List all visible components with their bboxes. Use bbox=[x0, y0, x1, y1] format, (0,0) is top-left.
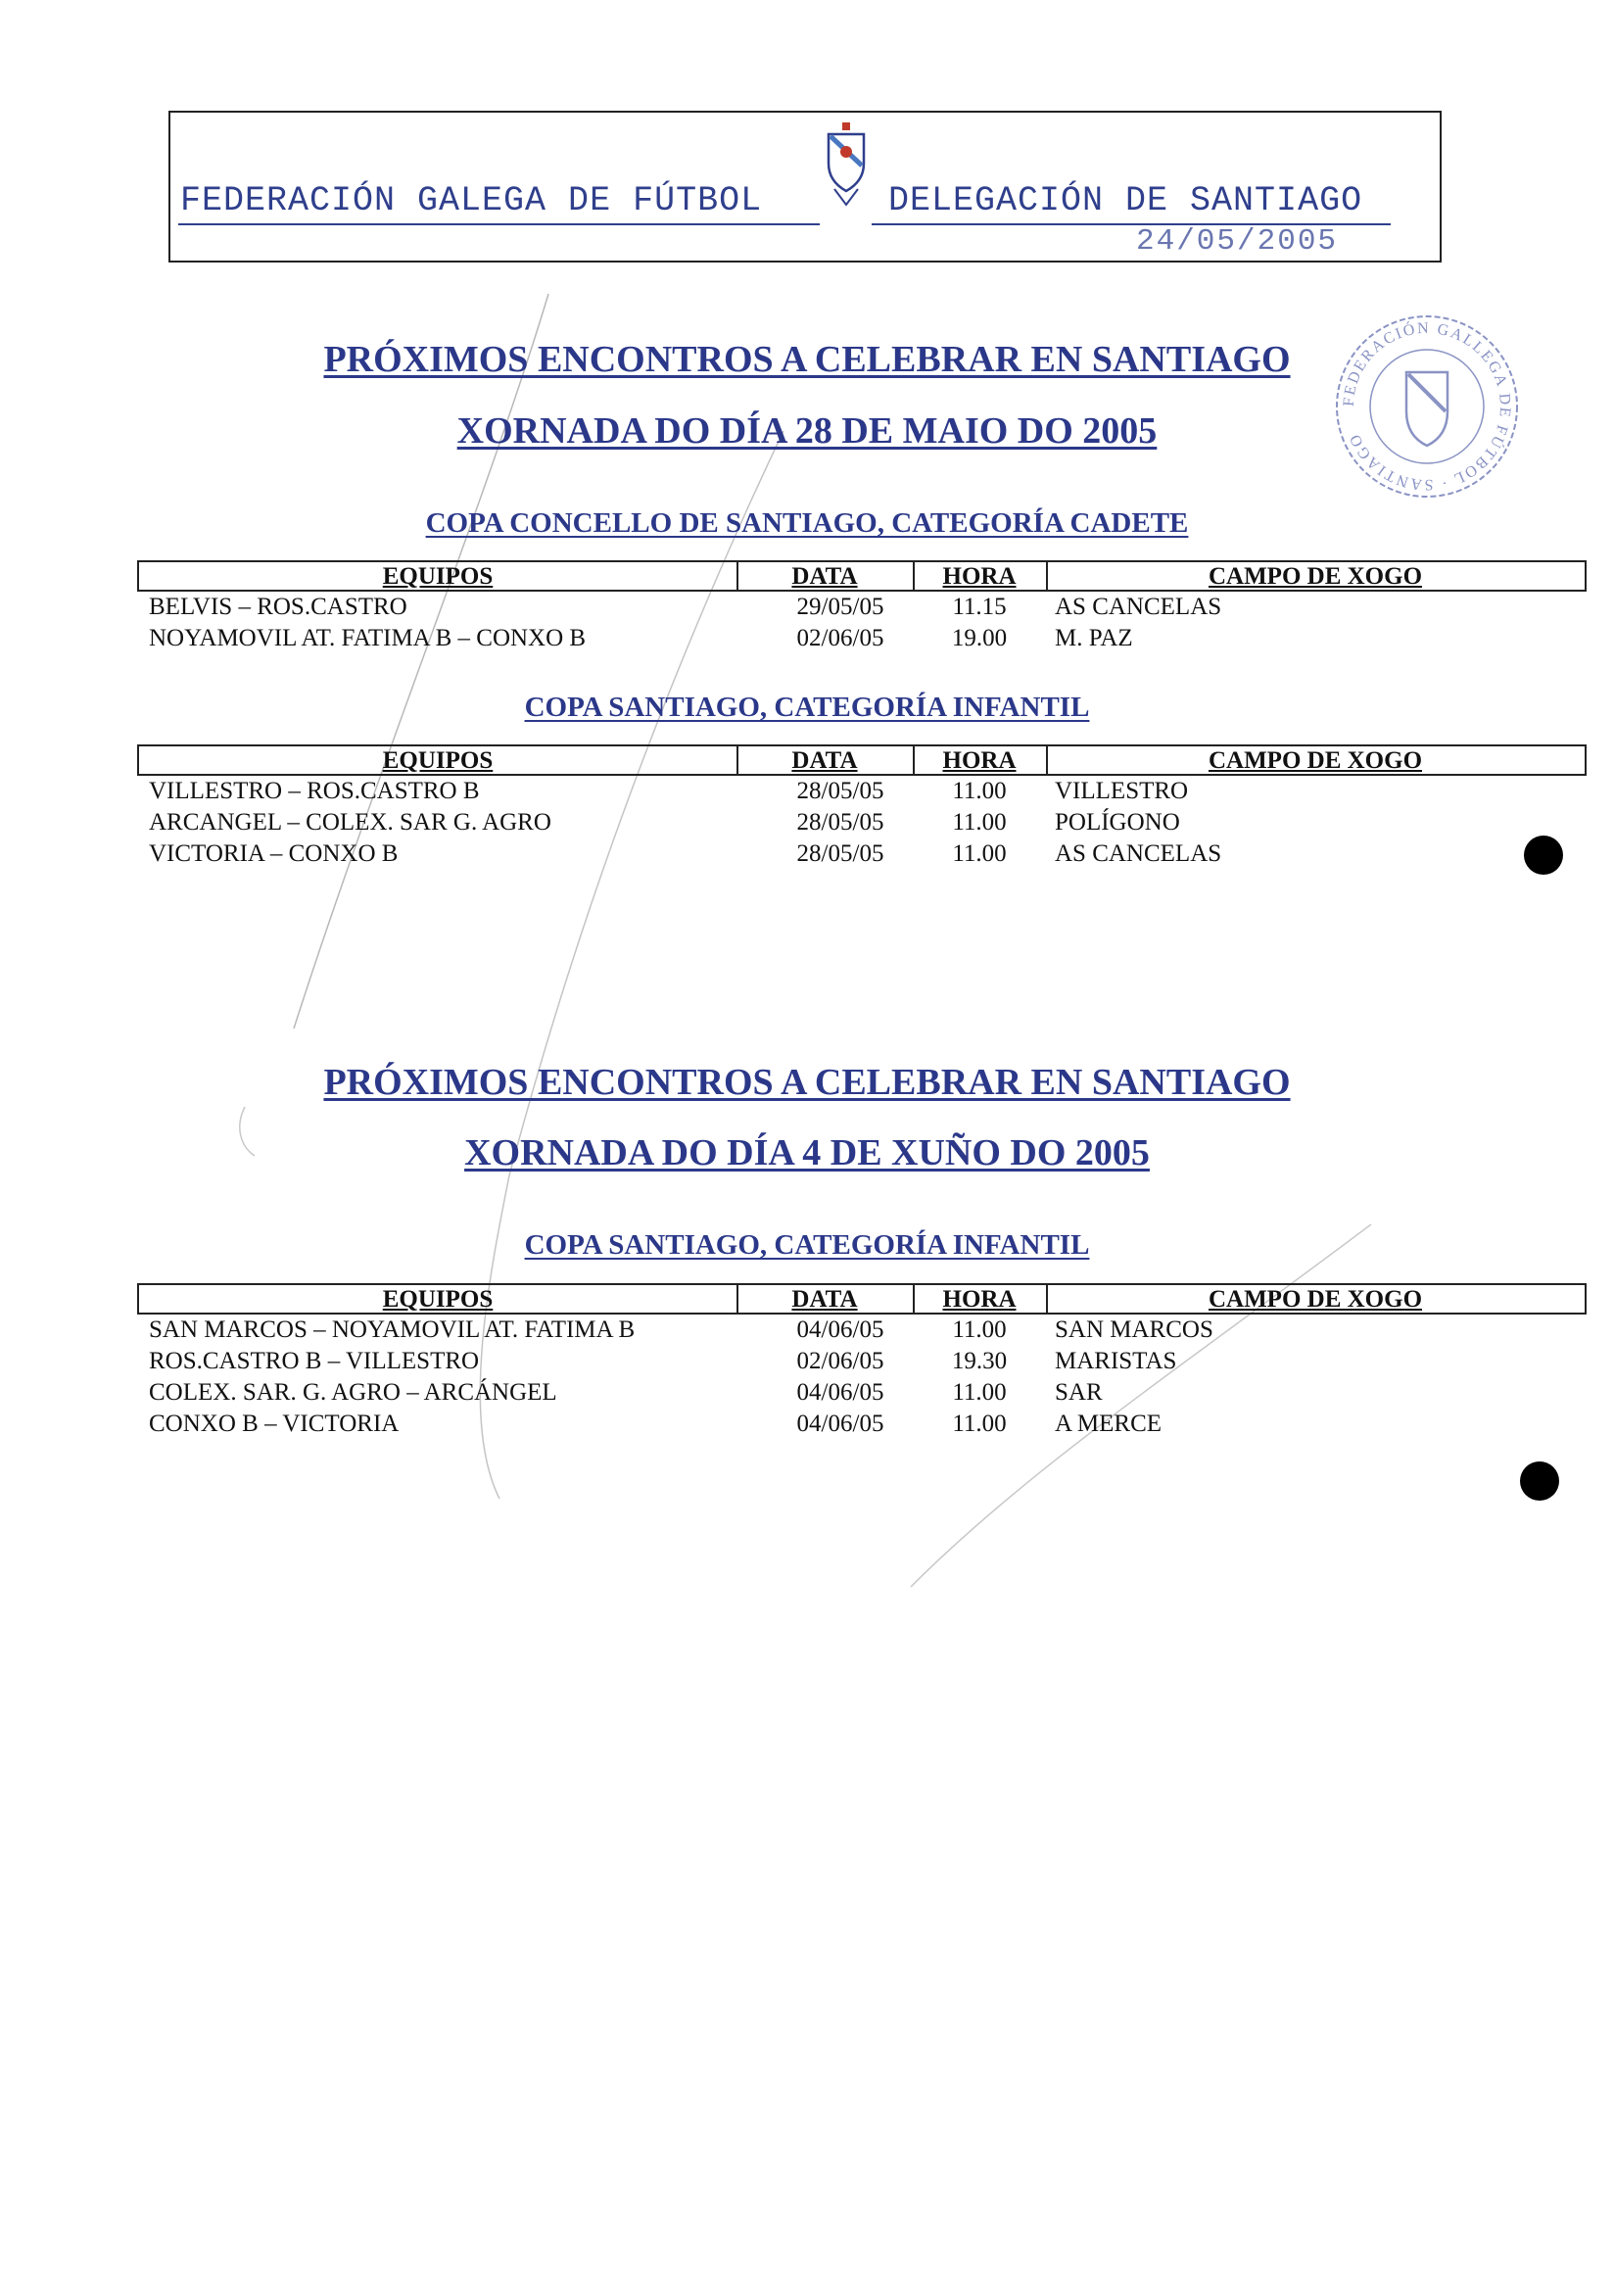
table-row bbox=[137, 592, 1587, 623]
cell-campo: VILLESTRO bbox=[1055, 778, 1189, 804]
table-header bbox=[137, 1283, 1587, 1315]
section2-title: PRÓXIMOS ENCONTROS A CELEBRAR EN SANTIAGO bbox=[323, 1062, 1291, 1103]
section1-title: PRÓXIMOS ENCONTROS A CELEBRAR EN SANTIAGO bbox=[323, 339, 1291, 380]
table-row bbox=[137, 1377, 1587, 1409]
hole-punch-mark bbox=[1520, 1461, 1559, 1501]
cell-campo: A MERCE bbox=[1055, 1411, 1163, 1437]
federation-crest-icon bbox=[817, 120, 876, 209]
document-date: 24/05/2005 bbox=[1136, 224, 1339, 259]
cell-campo: MARISTAS bbox=[1055, 1348, 1177, 1374]
col-campo: CAMPO DE XOGO bbox=[1208, 563, 1423, 590]
table-row bbox=[137, 807, 1587, 838]
delegation-name: DELEGACIÓN DE SANTIAGO bbox=[888, 181, 1363, 220]
section1-subtitle: XORNADA DO DÍA 28 DE MAIO DO 2005 bbox=[456, 410, 1158, 452]
infantil-table-1 bbox=[137, 744, 1587, 870]
cell-campo: AS CANCELAS bbox=[1055, 594, 1222, 620]
table-row bbox=[137, 1346, 1587, 1377]
cell-data: 28/05/05 bbox=[796, 840, 884, 867]
table-row bbox=[137, 1409, 1587, 1440]
cell-data: 02/06/05 bbox=[796, 625, 884, 651]
cell-equipos: NOYAMOVIL AT. FATIMA B – CONXO B bbox=[149, 625, 587, 651]
col-equipos: EQUIPOS bbox=[382, 563, 494, 590]
cell-hora: 19.30 bbox=[951, 1348, 1008, 1374]
col-campo: CAMPO DE XOGO bbox=[1208, 1286, 1423, 1313]
section1-table2-title: COPA SANTIAGO, CATEGORÍA INFANTIL bbox=[524, 692, 1090, 723]
col-data: DATA bbox=[791, 747, 858, 774]
cell-hora: 19.00 bbox=[951, 625, 1008, 651]
svg-text:FEDERACIÓN GALLEGA DE FÚTBOL ·: FEDERACIÓN GALLEGA DE FÚTBOL · SANTIAGO bbox=[1340, 319, 1514, 494]
col-equipos: EQUIPOS bbox=[382, 1286, 494, 1313]
hole-punch-mark bbox=[1524, 836, 1563, 875]
cell-data: 04/06/05 bbox=[796, 1316, 884, 1343]
col-data: DATA bbox=[791, 1286, 858, 1313]
cell-equipos: BELVIS – ROS.CASTRO bbox=[149, 594, 407, 620]
table-row bbox=[137, 1315, 1587, 1346]
cell-data: 04/06/05 bbox=[796, 1411, 884, 1437]
infantil-table-2 bbox=[137, 1283, 1587, 1440]
cell-campo: M. PAZ bbox=[1055, 625, 1133, 651]
cell-equipos: VILLESTRO – ROS.CASTRO B bbox=[149, 778, 480, 804]
col-data: DATA bbox=[791, 563, 858, 590]
cell-data: 04/06/05 bbox=[796, 1379, 884, 1406]
cell-hora: 11.00 bbox=[952, 778, 1007, 804]
table-header bbox=[137, 744, 1587, 776]
table-row bbox=[137, 623, 1587, 654]
cell-equipos: CONXO B – VICTORIA bbox=[149, 1411, 400, 1437]
cell-data: 29/05/05 bbox=[796, 594, 884, 620]
cell-data: 02/06/05 bbox=[796, 1348, 884, 1374]
letterhead bbox=[168, 111, 1442, 263]
cell-hora: 11.00 bbox=[952, 809, 1007, 836]
section2-table1-title: COPA SANTIAGO, CATEGORÍA INFANTIL bbox=[524, 1229, 1090, 1261]
federation-underline bbox=[178, 223, 820, 225]
cell-equipos: ROS.CASTRO B – VILLESTRO bbox=[149, 1348, 480, 1374]
section2-subtitle: XORNADA DO DÍA 4 DE XUÑO DO 2005 bbox=[464, 1132, 1150, 1173]
cell-campo: SAR bbox=[1055, 1379, 1103, 1406]
cell-hora: 11.00 bbox=[952, 1411, 1007, 1437]
cadete-table bbox=[137, 560, 1587, 654]
cell-campo: SAN MARCOS bbox=[1055, 1316, 1213, 1343]
cell-equipos: COLEX. SAR. G. AGRO – ARCÁNGEL bbox=[149, 1379, 557, 1406]
table-row bbox=[137, 838, 1587, 870]
cell-data: 28/05/05 bbox=[796, 809, 884, 836]
col-campo: CAMPO DE XOGO bbox=[1208, 747, 1423, 774]
section1-table1-title: COPA CONCELLO DE SANTIAGO, CATEGORÍA CADETE bbox=[425, 507, 1189, 539]
cell-equipos: SAN MARCOS – NOYAMOVIL AT. FATIMA B bbox=[149, 1316, 636, 1343]
col-equipos: EQUIPOS bbox=[382, 747, 494, 774]
cell-equipos: VICTORIA – CONXO B bbox=[149, 840, 399, 867]
cell-equipos: ARCANGEL – COLEX. SAR G. AGRO bbox=[149, 809, 551, 836]
federation-name: FEDERACIÓN GALEGA DE FÚTBOL bbox=[180, 181, 763, 220]
cell-hora: 11.15 bbox=[952, 594, 1007, 620]
cell-campo: AS CANCELAS bbox=[1055, 840, 1222, 867]
cell-hora: 11.00 bbox=[952, 840, 1007, 867]
col-hora: HORA bbox=[942, 1286, 1017, 1313]
cell-hora: 11.00 bbox=[952, 1379, 1007, 1406]
table-header bbox=[137, 560, 1587, 592]
cell-hora: 11.00 bbox=[952, 1316, 1007, 1343]
table-row bbox=[137, 776, 1587, 807]
cell-campo: POLÍGONO bbox=[1055, 809, 1180, 836]
cell-data: 28/05/05 bbox=[796, 778, 884, 804]
col-hora: HORA bbox=[942, 563, 1017, 590]
col-hora: HORA bbox=[942, 747, 1017, 774]
